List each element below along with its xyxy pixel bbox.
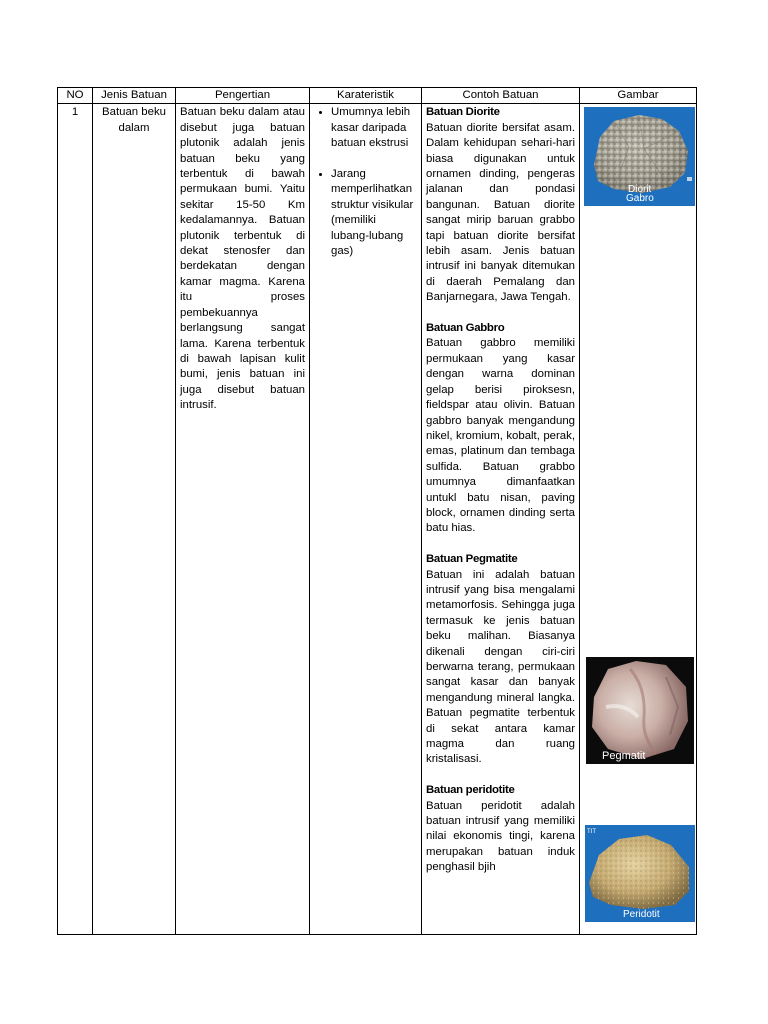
cell-contoh-batuan	[422, 104, 580, 935]
header-contoh-batuan: Contoh Batuan	[422, 88, 580, 104]
diorite-caption: Diorit	[628, 184, 652, 196]
list-item: • Umumnya lebih kasar daripada batuan ekstrusi	[331, 105, 417, 151]
pegmatite-caption: Pegmatit	[602, 750, 646, 763]
cell-no: 1	[58, 104, 93, 935]
header-no: NO	[58, 88, 93, 104]
contoh-title: Batuan peridotite	[426, 784, 515, 797]
rock-table	[57, 87, 697, 935]
header-karakteristik: Karateristik	[310, 88, 422, 104]
karakteristik-list	[314, 105, 417, 259]
header-pengertian: Pengertian	[176, 88, 310, 104]
table-row	[58, 104, 697, 935]
cell-gambar	[580, 104, 697, 935]
contoh-title: Batuan Gabbro	[426, 322, 505, 335]
list-item: • Jarang memperlihatkan struktur visikular (memiliki lubang-lubang gas)	[331, 167, 417, 259]
cell-pengertian: Batuan beku dalam atau disebut juga batuan plutonik adalah jenis batuan beku yang terbentuk di bawah permukaan bumi. Yaitu sekitar 15-50 Km kedalamannya. Batuan plutonik terbentuk di dekat stenosfer dan berdekatan dengan kamar magma. Karena itu proses pembekuannya berlangsung sangat lama. Karena terbentuk di bawah lapisan kulit bumi, jenis batuan ini juga disebut batuan intrusif.	[176, 104, 310, 935]
diorite-image	[584, 107, 695, 206]
contoh-pegmatite	[426, 552, 575, 768]
contoh-peridotite	[426, 783, 575, 875]
contoh-text: Batuan peridotit adalah batuan intrusif yang memiliki nilai ekonomis tingi, karena merupakan batuan induk penghasil bjih	[426, 799, 575, 874]
pegmatite-image	[586, 657, 694, 764]
peridotite-caption: Peridotit	[623, 909, 660, 921]
header-jenis-batuan: Jenis Batuan	[93, 88, 176, 104]
gabro-caption: Gabro	[626, 193, 654, 205]
cell-karakteristik	[310, 104, 422, 935]
contoh-title: Batuan Diorite	[426, 106, 500, 119]
header-row	[58, 88, 697, 104]
header-gambar: Gambar	[580, 88, 697, 104]
contoh-title: Batuan Pegmatite	[426, 553, 518, 566]
contoh-text: Batuan diorite bersifat asam. Dalam kehidupan sehari-hari biasa digunakan untuk ornamen dinding, pengeras jalanan dan pondasi bangunan. Batuan diorite sangat mirip baruan grabbo tapi batuan diorite bersifat lebih asam. Jenis batuan intrusif ini banyak ditemukan di daerah Pemalang dan Banjarnegara, Jawa Tengah.	[426, 121, 575, 304]
peridotite-corner-text: TIT	[587, 829, 596, 836]
contoh-diorite	[426, 105, 575, 305]
cell-jenis-batuan: Batuan beku dalam	[93, 104, 176, 935]
contoh-text: Batuan ini adalah batuan intrusif yang bisa mengalami metamorfosis. Sehingga juga termasuk ke jenis batuan beku malihan. Biasanya dikenali dengan ciri-ciri berwarna terang, permukaan sangat kasar dan banyak mengandung mineral langka. Batuan pegmatite terbentuk di sekat antara kamar magma dan ruang kristalisasi.	[426, 568, 575, 766]
contoh-gabbro	[426, 321, 575, 537]
peridotite-image	[585, 825, 695, 922]
contoh-text: Batuan gabbro memiliki permukaan yang kasar dengan warna dominan gelap berisi piroksesn, fieldspar atau olivin. Batuan gabbro banyak mengandung nikel, kromium, kobalt, perak, emas, platinum dan tembaga sulfida. Batuan grabbo umumnya dimanfaatkan untukl batu nisan, paving block, ornamen dinding serta batu hias.	[426, 337, 575, 535]
